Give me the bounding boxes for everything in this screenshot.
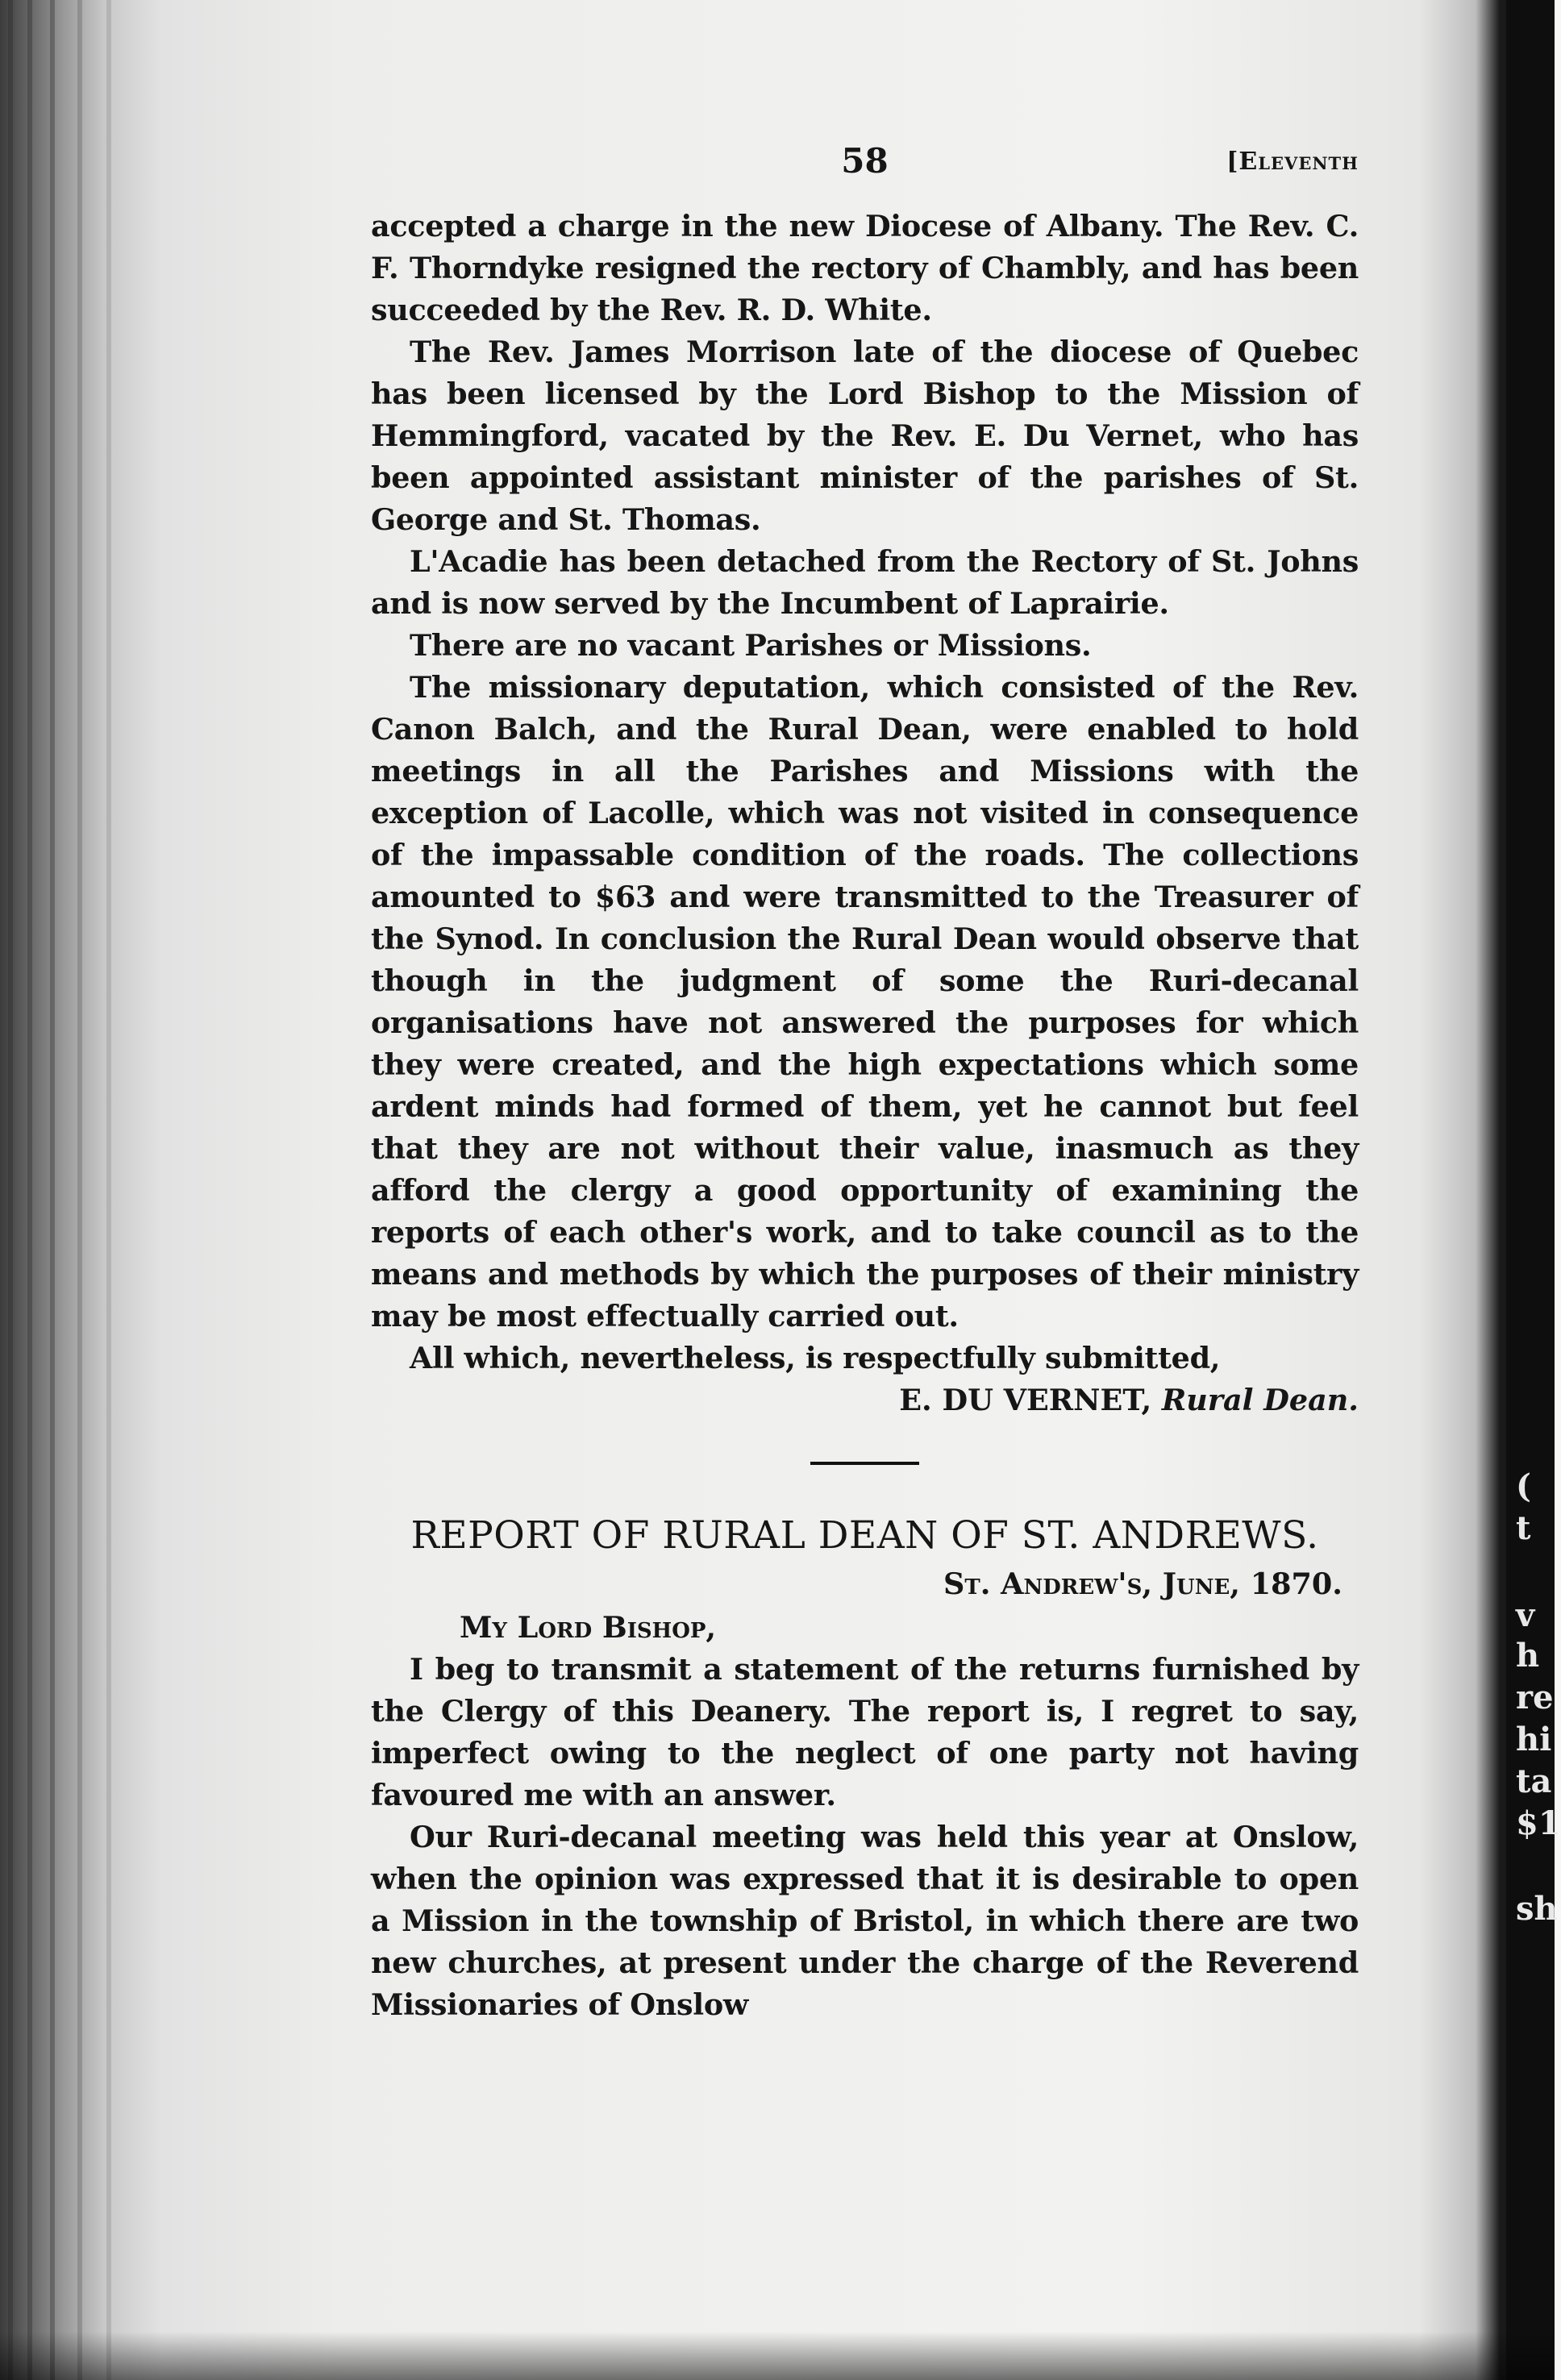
adjacent-page-fragment: t <box>1516 1509 1531 1547</box>
adjacent-page-fragment: ta <box>1516 1762 1552 1800</box>
adjacent-page-strip <box>1506 0 1561 2380</box>
book-edge-line <box>77 0 82 2380</box>
section-divider <box>810 1462 919 1465</box>
book-edge-line <box>8 0 13 2380</box>
report-section-previous <box>371 206 1359 1421</box>
adjacent-page-fragment: ( <box>1516 1467 1531 1505</box>
book-edge-line <box>27 0 32 2380</box>
paragraph: accepted a charge in the new Diocese of Albany. The Rev. C. F. Thorndyke resigned the rectory of Chambly, and has been succeeded by the Rev. R. D. White. <box>371 209 1359 327</box>
signature-title: Rural Dean. <box>1161 1383 1359 1417</box>
page-content <box>371 141 1359 2026</box>
adjacent-page-fragment: v <box>1516 1596 1535 1634</box>
scan-bottom-shadow <box>0 2332 1555 2380</box>
book-edge-line <box>50 0 55 2380</box>
adjacent-page-fragment: h <box>1516 1637 1540 1675</box>
paragraph: There are no vacant Parishes or Missions. <box>410 628 1092 663</box>
paragraph: L'Acadie has been detached from the Rectory of St. Johns and is now served by the Incumbent of Laprairie. <box>371 544 1359 621</box>
paragraph: The missionary deputation, which consisted of the Rev. Canon Balch, and the Rural Dean, were enabled to hold meetings in all the Parishes and Missions with the exception of Lacolle, which was not visited in consequence of the impassable condition of the roads. The collections amounted to $63 and were transmitted to the Treasurer of the Synod. In conclusion the Rural Dean would observe that though in the judgment of some the Ruri-decanal organisations have not answered the purposes for which they were created, and the high expectations which some ardent minds had formed of them, yet he cannot but feel that they are not without their value, inasmuch as they afford the clergy a good opportunity of examining the reports of each other's work, and to take council as to the means and methods by which the purposes of their ministry may be most effectually carried out. <box>371 670 1359 1334</box>
signature-name: E. DU VERNET, <box>899 1383 1152 1417</box>
running-head: [Eleventh <box>1226 148 1359 176</box>
adjacent-page-fragment: re <box>1516 1679 1554 1716</box>
book-edge-line <box>106 0 111 2380</box>
paragraph: Our Ruri-decanal meeting was held this year at Onslow, when the opinion was expressed that it is desirable to open a Mission in the township of Bristol, in which there are two new churches, at present under the charge of the Reverend Missionaries of Onslow <box>371 1820 1359 2022</box>
salutation: My Lord Bishop, <box>460 1610 717 1645</box>
adjacent-page-fragment: hi <box>1516 1721 1552 1758</box>
adjacent-page-fragment: sh <box>1516 1890 1558 1928</box>
page-header <box>371 141 1359 206</box>
paragraph: I beg to transmit a statement of the returns furnished by the Clergy of this Deanery. The report is, I regret to say, imperfect owing to the neglect of one party not having favoured me with an answer. <box>371 1652 1359 1812</box>
dateline: St. Andrew's, June, 1870. <box>943 1567 1342 1601</box>
page-number: 58 <box>841 141 889 181</box>
closing-line: All which, nevertheless, is respectfully submitted, <box>410 1341 1221 1375</box>
signature <box>371 1379 1359 1421</box>
adjacent-page-fragment: $1 <box>1516 1804 1561 1842</box>
report-title: REPORT OF RURAL DEAN OF ST. ANDREWS. <box>410 1513 1319 1558</box>
paragraph: The Rev. James Morrison late of the diocese of Quebec has been licensed by the Lord Bishop to the Mission of Hemmingford, vacated by the Rev. E. Du Vernet, who has been appointed assistant minister of the parishes of St. George and St. Thomas. <box>371 335 1359 537</box>
report-section-st-andrews <box>371 1510 1359 2026</box>
